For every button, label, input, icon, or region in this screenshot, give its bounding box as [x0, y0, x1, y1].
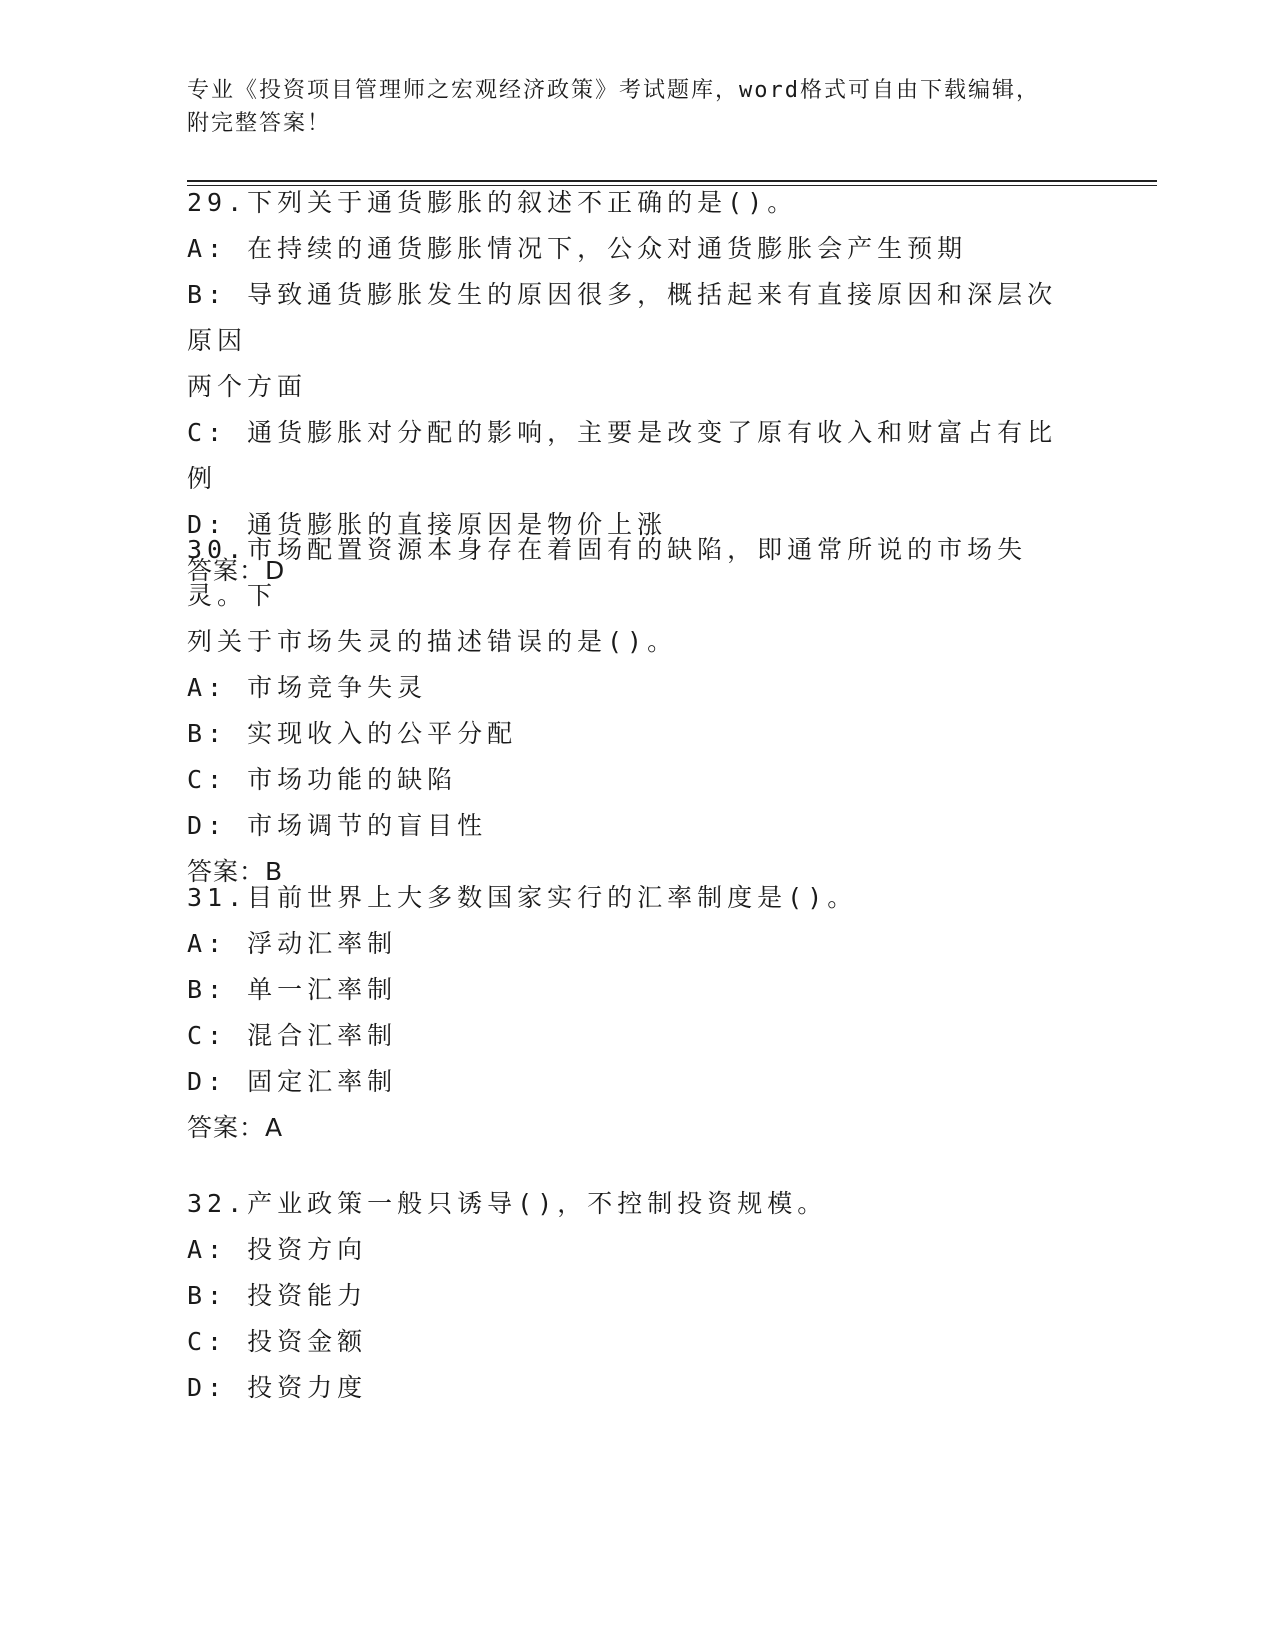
option-a: A: 在持续的通货膨胀情况下，公众对通货膨胀会产生预期 [187, 234, 968, 263]
document-header [187, 74, 1087, 140]
answer-label: 答案：D [187, 556, 286, 585]
option-b: B: 导致通货膨胀发生的原因很多，概括起来有直接原因和深层次原因 [187, 280, 1058, 355]
option-c: C: 通货膨胀对分配的影响，主要是改变了原有收入和财富占有比例 [187, 418, 1058, 493]
answer-label: 答案：A [187, 1113, 284, 1142]
question-stem: 30.市场配置资源本身存在着固有的缺陷，即通常所说的市场失灵。下 [187, 535, 1028, 610]
option-a: A: 市场竞争失灵 [187, 673, 428, 702]
option-d: D: 固定汇率制 [187, 1067, 398, 1096]
option-d: D: 市场调节的盲目性 [187, 811, 488, 840]
option-b: B: 投资能力 [187, 1281, 368, 1310]
header-line-2: 附完整答案！ [187, 111, 332, 136]
option-b: B: 单一汇率制 [187, 975, 398, 1004]
option-b-continued: 两个方面 [187, 372, 308, 401]
option-c: C: 市场功能的缺陷 [187, 765, 458, 794]
option-c: C: 投资金额 [187, 1327, 368, 1356]
answer-label: 答案：B [187, 857, 284, 886]
question-stem: 31.目前世界上大多数国家实行的汇率制度是()。 [187, 883, 858, 912]
option-d: D: 通货膨胀的直接原因是物价上涨 [187, 510, 668, 539]
option-c: C: 混合汇率制 [187, 1021, 398, 1050]
question-stem-continued: 列关于市场失灵的描述错误的是()。 [187, 627, 678, 656]
question-stem: 29.下列关于通货膨胀的叙述不正确的是()。 [187, 188, 798, 217]
option-b: B: 实现收入的公平分配 [187, 719, 518, 748]
option-a: A: 浮动汇率制 [187, 929, 398, 958]
question-31 [187, 875, 1087, 1151]
option-d: D: 投资力度 [187, 1373, 368, 1402]
question-stem: 32.产业政策一般只诱导()，不控制投资规模。 [187, 1189, 828, 1218]
question-32 [187, 1181, 1087, 1411]
header-line-1: 专业《投资项目管理师之宏观经济政策》考试题库，word格式可自由下载编辑， [187, 78, 1040, 103]
question-30 [187, 527, 1087, 895]
option-a: A: 投资方向 [187, 1235, 368, 1264]
